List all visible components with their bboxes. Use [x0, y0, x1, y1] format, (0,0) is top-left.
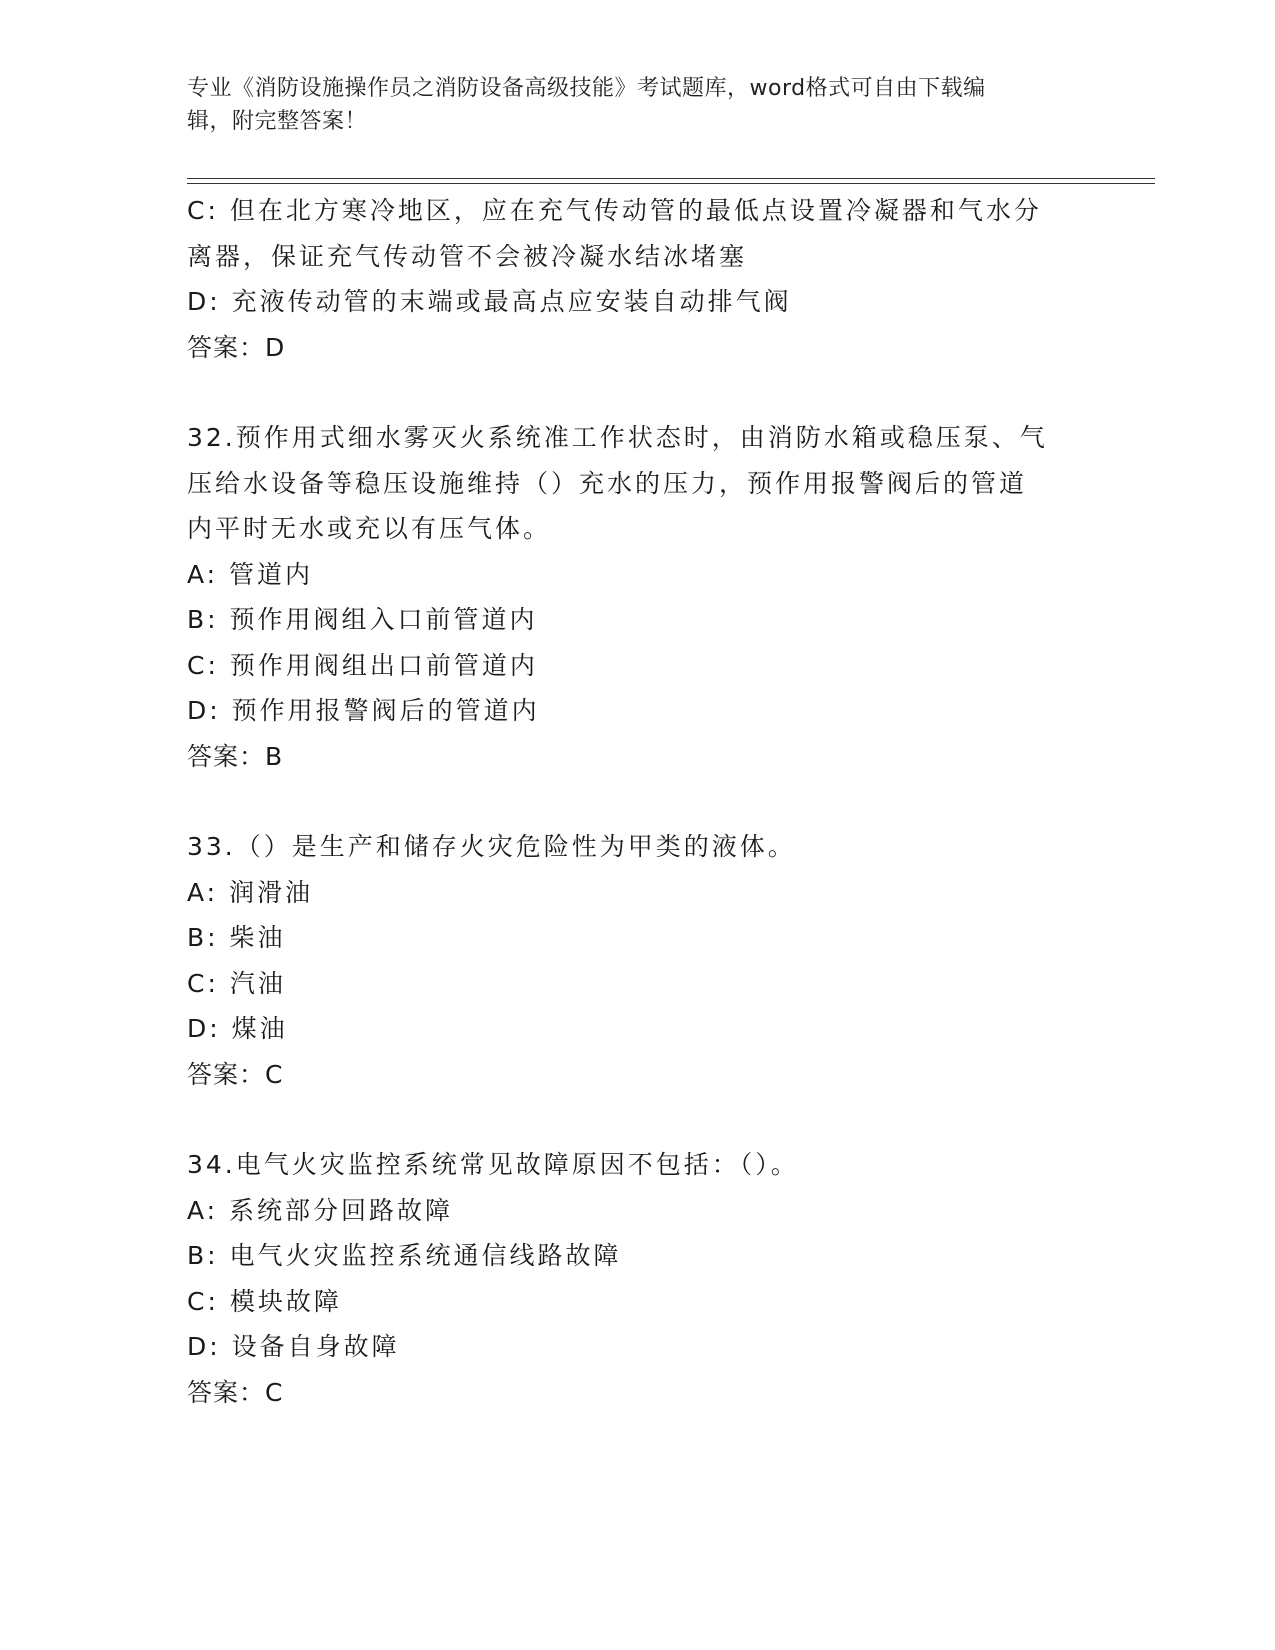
option-c-line-2: 离器，保证充气传动管不会被冷凝水结冰堵塞	[187, 241, 748, 271]
question-33	[187, 824, 1087, 1097]
option-c-line-1: C: 但在北方寒冷地区，应在充气传动管的最低点设置冷凝器和气水分	[187, 196, 1042, 225]
option-b: B: 预作用阀组入口前管道内	[187, 605, 538, 634]
option-d: D: 煤油	[187, 1014, 288, 1043]
option-a: A: 润滑油	[187, 877, 314, 907]
spacer	[187, 1097, 1087, 1142]
question-stem-line-3: 内平时无水或充以有压气体。	[187, 514, 552, 543]
spacer	[187, 779, 1087, 824]
header-divider-bottom	[187, 183, 1155, 184]
option-c: C: 汽油	[187, 968, 286, 998]
spacer	[187, 370, 1087, 415]
option-a: A: 系统部分回路故障	[187, 1195, 454, 1225]
option-a: A: 管道内	[187, 559, 314, 589]
question-34	[187, 1142, 1087, 1415]
option-d: D: 设备自身故障	[187, 1332, 400, 1361]
option-d: D: 充液传动管的末端或最高点应安装自动排气阀	[187, 287, 792, 316]
option-c: C: 模块故障	[187, 1286, 342, 1316]
question-stem-line-1: 32.预作用式细水雾灭火系统准工作状态时，由消防水箱或稳压泵、气	[187, 423, 1048, 452]
answer-line: 答案：C	[187, 1377, 284, 1407]
question-stem-line-1: 33.（）是生产和储存火灾危险性为甲类的液体。	[187, 832, 796, 861]
question-32	[187, 415, 1087, 779]
answer-line: 答案：D	[187, 332, 286, 362]
option-b: B: 电气火灾监控系统通信线路故障	[187, 1241, 622, 1270]
question-stem-line-1: 34.电气火灾监控系统常见故障原因不包括：（）。	[187, 1150, 799, 1179]
header-line-1: 专业《消防设施操作员之消防设备高级技能》考试题库，word格式可自由下载编	[187, 76, 986, 101]
document-body	[187, 188, 1087, 1415]
option-c: C: 预作用阀组出口前管道内	[187, 650, 538, 680]
question-stem-line-2: 压给水设备等稳压设施维持（）充水的压力，预作用报警阀后的管道	[187, 468, 1028, 498]
question-31-continued	[187, 188, 1087, 370]
header-line-2: 辑，附完整答案！	[187, 109, 368, 134]
answer-line: 答案：C	[187, 1059, 284, 1089]
option-b: B: 柴油	[187, 923, 286, 952]
answer-line: 答案：B	[187, 741, 284, 771]
option-d: D: 预作用报警阀后的管道内	[187, 696, 540, 725]
document-header	[187, 72, 1087, 138]
header-divider-top	[187, 178, 1155, 179]
